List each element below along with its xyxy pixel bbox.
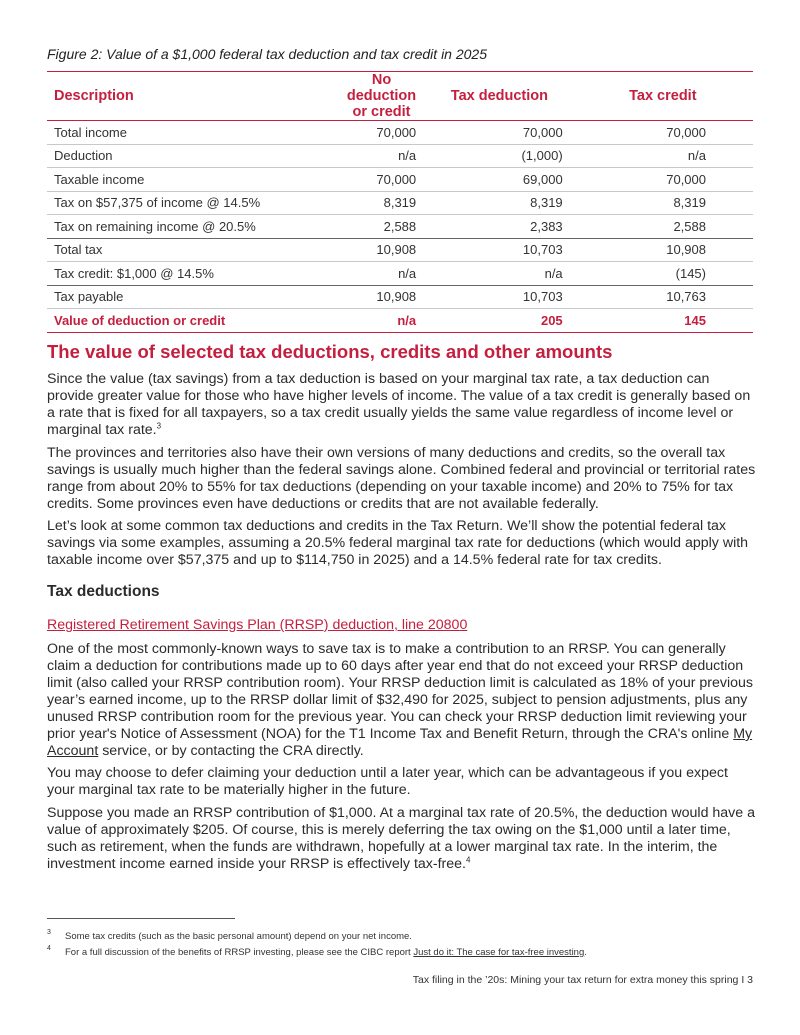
- table-row: [47, 285, 753, 309]
- cell-tax-credit: 8,319: [563, 191, 753, 215]
- section-paragraph-3: Let’s look at some common tax deductions and credits in the Tax Return. We’ll show the potential federal tax savings via some examples, assuming a 20.5% federal marginal tax rate for deductions (which would apply with taxable income over $57,375 and up to $114,750 in 2025) and a 14.5% federal rate for tax credits.: [47, 518, 749, 568]
- cell-tax-deduction: 10,703: [416, 238, 563, 262]
- footnote-text-part: For a full discussion of the benefits of RRSP investing, please see the CIBC report: [65, 947, 414, 958]
- tax-comparison-table: [47, 71, 753, 333]
- rrsp-deduction-link[interactable]: Registered Retirement Savings Plan (RRSP) deduction, line 20800: [47, 617, 468, 633]
- cell-no-deduction: n/a: [293, 309, 416, 333]
- cell-tax-credit: 2,588: [563, 215, 753, 239]
- cell-tax-credit: n/a: [563, 144, 753, 168]
- paragraph-text: One of the most commonly-known ways to save tax is to make a contribution to an RRSP. You can generally claim a deduction for contributions made up to 60 days after year end that do not exceed your RRSP deduction limit (also called your RRSP contribution room). Your RRSP deduction limit is calculated as 18% of your previous year’s earned income, up to the RRSP dollar limit of $32,490 for 2025, subject to pension adjustments, plus any unused RRSP contribution room for the previous year. You can check your RRSP deduction limit reviewing your prior year's Notice of Assessment (NOA) for the T1 Income Tax and Benefit Return, through the CRA's online: [47, 641, 754, 742]
- page-footer: Tax filing in the ’20s: Mining your tax return for extra money this spring I 3: [412, 974, 753, 986]
- row-label: Value of deduction or credit: [47, 309, 293, 333]
- cell-tax-deduction: 2,383: [416, 215, 563, 239]
- rrsp-paragraph-1: [47, 641, 759, 760]
- cell-no-deduction: 10,908: [293, 285, 416, 309]
- paragraph-text: Since the value (tax savings) from a tax deduction is based on your marginal tax rate, a tax deduction can provide greater value for those who have higher levels of income. The value of a tax credit is generally based on a rate that is fixed for all taxpayers, so a tax credit usually yields the same value regardless of income level or marginal tax rate.: [47, 371, 751, 438]
- cell-tax-credit: 70,000: [563, 121, 753, 145]
- table-row: [47, 262, 753, 286]
- cell-tax-deduction: n/a: [416, 262, 563, 286]
- my-account-link[interactable]: My Account: [47, 726, 753, 759]
- header-tax-deduction: Tax deduction: [450, 88, 549, 104]
- section-heading: The value of selected tax deductions, credits and other amounts: [47, 341, 613, 362]
- cell-tax-deduction: 69,000: [416, 168, 563, 192]
- tax-deductions-heading: Tax deductions: [47, 583, 160, 600]
- row-label: Tax credit: $1,000 @ 14.5%: [47, 262, 293, 286]
- cell-no-deduction: 8,319: [293, 191, 416, 215]
- footnote-ref-3[interactable]: 3: [156, 421, 162, 431]
- figure-caption: Figure 2: Value of a $1,000 federal tax deduction and tax credit in 2025: [47, 46, 488, 62]
- cell-tax-deduction: 205: [416, 309, 563, 333]
- header-no-deduction-line1: No deduction: [346, 72, 417, 104]
- cell-tax-credit: 10,908: [563, 238, 753, 262]
- cell-tax-credit: 10,763: [563, 285, 753, 309]
- row-label: Total income: [47, 121, 293, 145]
- row-label: Total tax: [47, 238, 293, 262]
- row-label: Taxable income: [47, 168, 293, 192]
- cell-no-deduction: n/a: [293, 262, 416, 286]
- row-label: Tax on $57,375 of income @ 14.5%: [47, 191, 293, 215]
- cell-no-deduction: n/a: [293, 144, 416, 168]
- cell-tax-deduction: 8,319: [416, 191, 563, 215]
- header-no-deduction: [293, 72, 416, 121]
- cell-tax-credit: 145: [563, 309, 753, 333]
- table-row: [47, 191, 753, 215]
- footnote-number: 4: [47, 945, 51, 952]
- tax-free-investing-report-link[interactable]: Just do it: The case for tax-free investing: [413, 947, 585, 958]
- table-row-total: [47, 309, 753, 333]
- cell-tax-deduction: 70,000: [416, 121, 563, 145]
- paragraph-text: Suppose you made an RRSP contribution of $1,000. At a marginal tax rate of 20.5%, the deduction would have a value of approximately $205. Of course, this is merely deferring the tax owing on the $1,000 until a later time, such as retirement, when the funds are withdrawn, hopefully at a lower marginal tax rate. In the interim, the investment income earned inside your RRSP is effectively tax-free.: [47, 805, 755, 872]
- header-tax-credit: Tax credit: [629, 88, 697, 104]
- footnote-text: Some tax credits (such as the basic personal amount) depend on your net income.: [65, 931, 412, 942]
- footnote-text-part: .: [584, 947, 587, 958]
- table-row: [47, 121, 753, 145]
- table-row: [47, 215, 753, 239]
- paragraph-text: service, or by contacting the CRA directly.: [98, 743, 364, 759]
- cell-tax-credit: 70,000: [563, 168, 753, 192]
- cell-no-deduction: 70,000: [293, 121, 416, 145]
- cell-no-deduction: 2,588: [293, 215, 416, 239]
- row-label: Deduction: [47, 144, 293, 168]
- footnote-text: [65, 947, 587, 958]
- cell-tax-credit: (145): [563, 262, 753, 286]
- table-row: [47, 238, 753, 262]
- row-label: Tax on remaining income @ 20.5%: [47, 215, 293, 239]
- section-paragraph-2: The provinces and territories also have their own versions of many deductions and credits, so the overall tax savings is usually much higher than the federal savings alone. Combined federal and provincial or territorial rates range from about 20% to 55% for tax deductions (depending on your taxable income) and 20% to 75% for tax credits. Some provinces even have deductions or credits that are not available federally.: [47, 445, 756, 512]
- table-header-row: [47, 72, 753, 121]
- footnote-ref-4[interactable]: 4: [466, 855, 471, 865]
- row-label: Tax payable: [47, 285, 293, 309]
- rrsp-paragraph-3: [47, 805, 759, 873]
- cell-no-deduction: 70,000: [293, 168, 416, 192]
- footnote-number: 3: [47, 929, 51, 936]
- table-row: [47, 168, 753, 192]
- cell-no-deduction: 10,908: [293, 238, 416, 262]
- footnote-divider: [47, 918, 235, 919]
- rrsp-paragraph-2: You may choose to defer claiming your deduction until a later year, which can be advantageous if you expect your marginal tax rate to be materially higher in the future.: [47, 765, 728, 798]
- cell-tax-deduction: 10,703: [416, 285, 563, 309]
- header-description: Description: [54, 88, 134, 104]
- cell-tax-deduction: (1,000): [416, 144, 563, 168]
- header-no-deduction-line2: or credit: [352, 104, 411, 120]
- table-row: [47, 144, 753, 168]
- section-paragraph-1: [47, 371, 759, 439]
